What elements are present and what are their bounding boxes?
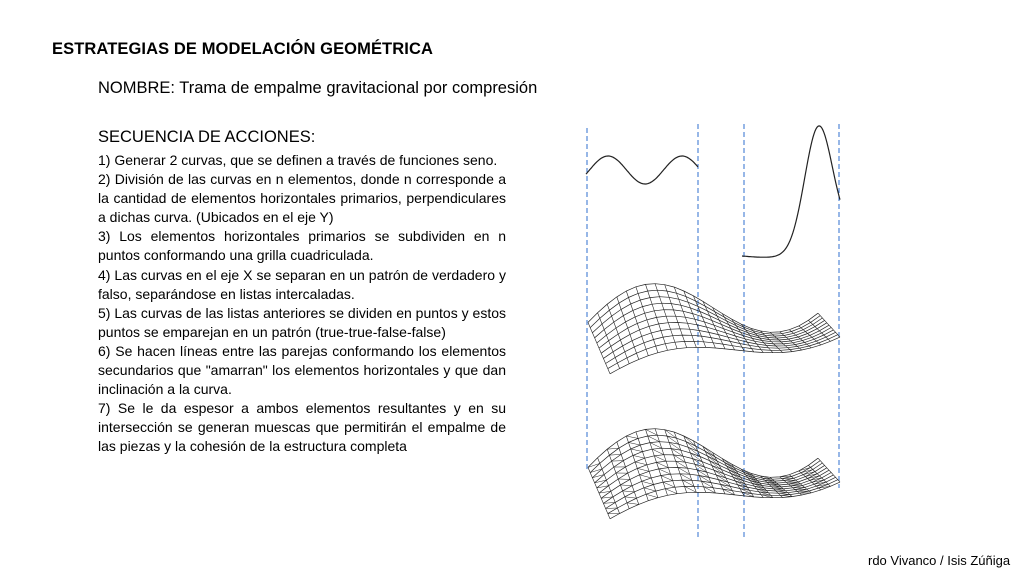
step-1: 1) Generar 2 curvas, que se definen a través de funciones seno. <box>98 152 498 168</box>
main-title: ESTRATEGIAS DE MODELACIÓN GEOMÉTRICA <box>52 40 433 58</box>
step-5: 5) Las curvas de las listas anteriores se dividen en puntos y estos puntos se emparejan en un patrón (true-true-false-false) <box>98 304 506 340</box>
wire-surface-primary <box>588 284 840 374</box>
wire-surface-secondary <box>588 429 840 519</box>
sequence-heading: SECUENCIA DE ACCIONES: <box>98 128 316 146</box>
step-6: 6) Se hacen líneas entre las parejas conformando los elementos secundarios que "amarran" los elementos horizontales y que dan inclinación a la curva. <box>98 342 506 398</box>
step-4: 4) Las curvas en el eje X se separan en un patrón de verdadero y falso, separándose en listas intercaladas. <box>98 266 506 302</box>
steps-list <box>98 151 506 457</box>
guide-lines <box>587 124 839 538</box>
sine-curve-left <box>586 156 698 184</box>
name-line: NOMBRE: Trama de empalme gravitacional por compresión <box>98 79 538 97</box>
step-7: 7) Se le da espesor a ambos elementos resultantes y en su intersección se generan muescas que permitirán el empalme de las piezas y la cohesión de la estructura completa <box>98 400 506 455</box>
step-2: 2) División de las curvas en n elementos, donde n corresponde a la cantidad de elementos horizontales primarios, perpendiculares a dichas curva. (Ubicados en el eje Y) <box>98 171 506 226</box>
step-3: 3) Los elementos horizontales primarios se subdividen en n puntos conformando una grilla cuadriculada. <box>98 228 506 264</box>
credit-text: rdo Vivanco / Isis Zúñiga <box>868 553 1011 568</box>
geometry-figure <box>570 118 860 558</box>
sine-curve-right <box>742 126 840 257</box>
